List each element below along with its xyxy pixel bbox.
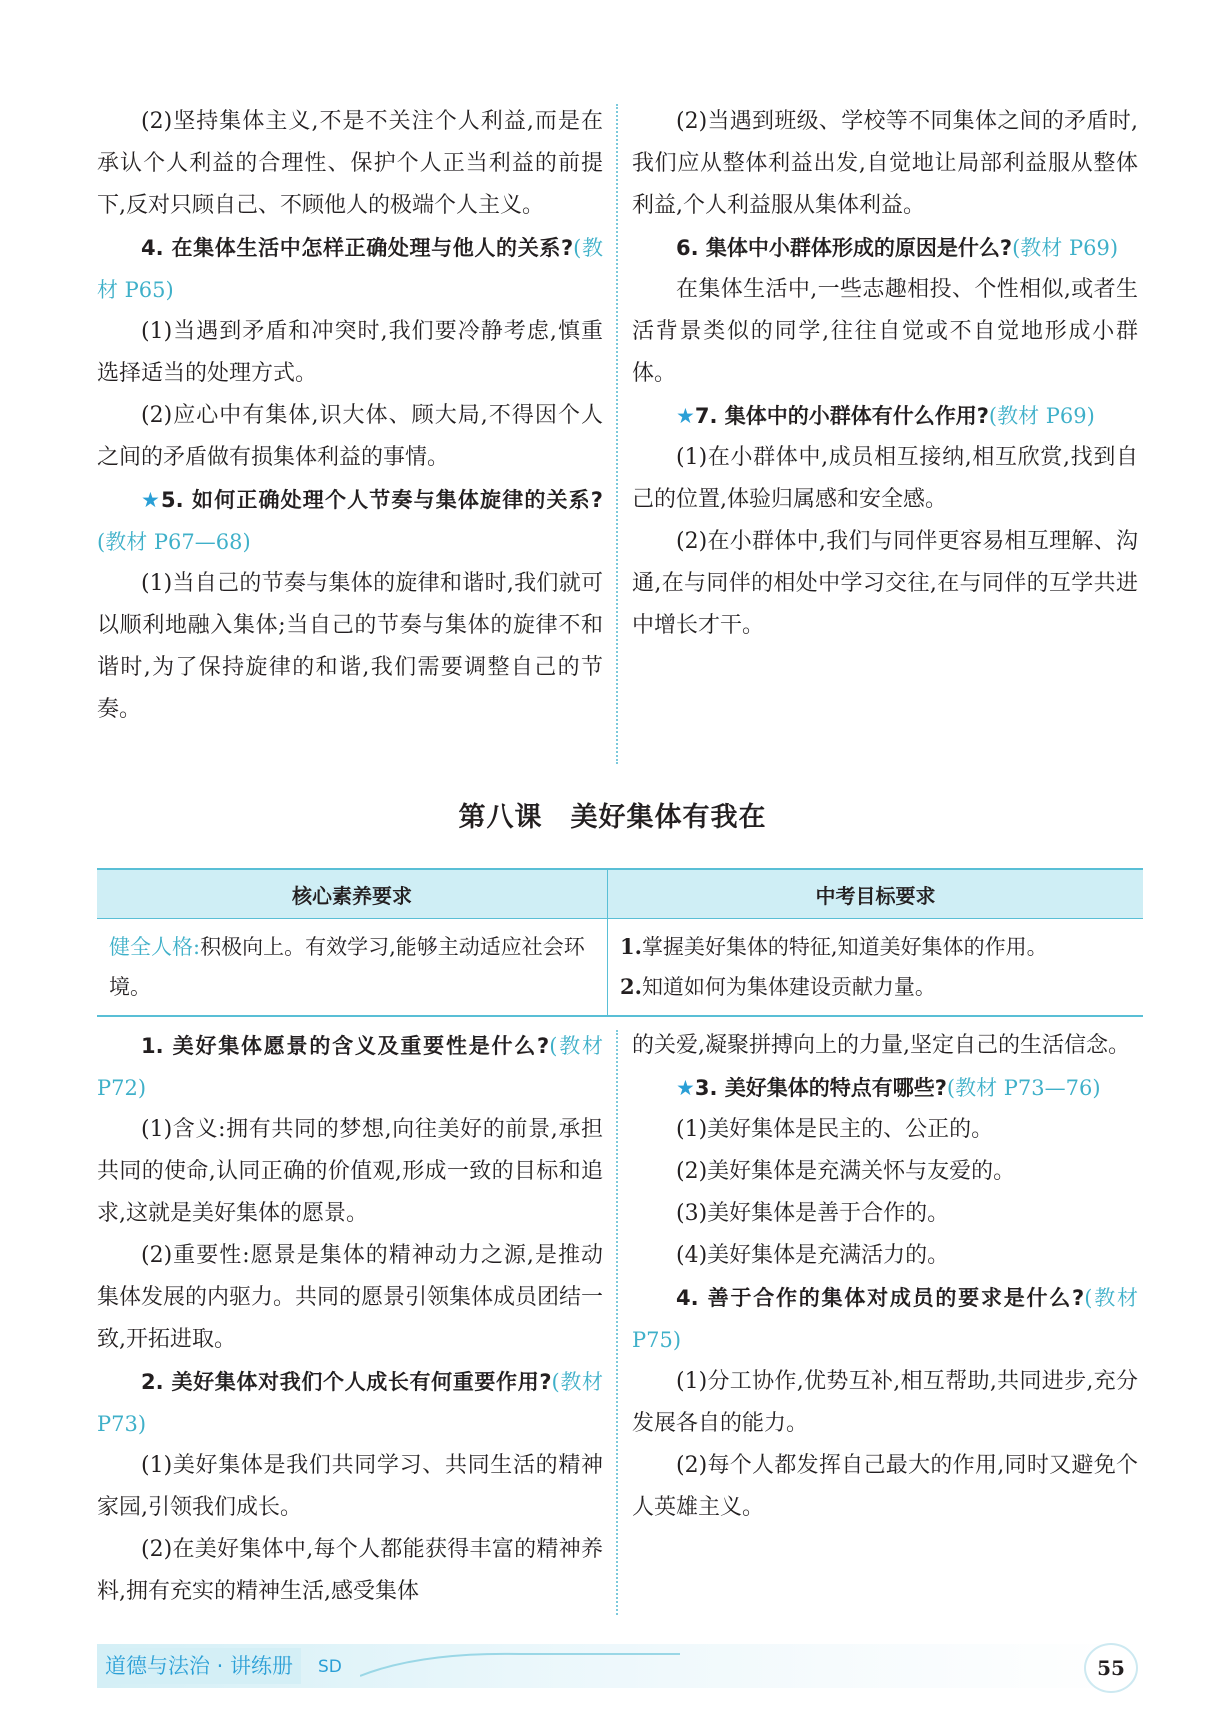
star-icon: ★ bbox=[676, 1076, 695, 1100]
lesson-number: 第八课 bbox=[458, 802, 543, 833]
requirements-table bbox=[97, 868, 1143, 1017]
answer-paragraph: (1)含义:拥有共同的梦想,向往美好的前景,承担共同的使命,认同正确的价值观,形成一致的目标和追求,这就是美好集体的愿景。 bbox=[97, 1117, 603, 1226]
lesson-title bbox=[0, 795, 1225, 834]
question-text: 2. 美好集体对我们个人成长有何重要作用? bbox=[141, 1370, 552, 1394]
answer-paragraph: (2)美好集体是充满关怀与友爱的。 bbox=[676, 1159, 1016, 1184]
textbook-reference: (教材 P72) bbox=[97, 1034, 603, 1100]
answer-paragraph: (3)美好集体是善于合作的。 bbox=[676, 1201, 950, 1226]
footer-edition: SD bbox=[318, 1657, 342, 1677]
core-literacy-cell bbox=[97, 919, 608, 1017]
question-text: 4. 在集体生活中怎样正确处理与他人的关系? bbox=[141, 236, 574, 260]
column-divider bbox=[616, 104, 618, 764]
question-heading bbox=[97, 1361, 603, 1445]
exam-goals-cell bbox=[608, 919, 1144, 1017]
question-heading bbox=[632, 1067, 1138, 1109]
answer-paragraph: (1)分工协作,优势互补,相互帮助,共同进步,充分发展各自的能力。 bbox=[632, 1369, 1138, 1436]
question-heading bbox=[632, 395, 1138, 437]
header-exam-goals: 中考目标要求 bbox=[608, 869, 1144, 919]
question-heading bbox=[632, 227, 1138, 269]
textbook-reference: (教材 P75) bbox=[632, 1286, 1138, 1352]
star-icon: ★ bbox=[141, 488, 161, 512]
answer-paragraph: (2)坚持集体主义,不是不关注个人利益,而是在承认个人利益的合理性、保护个人正当利益的前提下,反对只顾自己、不顾他人的极端个人主义。 bbox=[97, 109, 603, 218]
textbook-reference: (教材 P73—76) bbox=[946, 1076, 1101, 1100]
question-heading bbox=[97, 1025, 603, 1109]
exam-goal-item: 2.知道如何为集体建设贡献力量。 bbox=[620, 974, 936, 999]
table-row bbox=[97, 919, 1143, 1017]
question-heading bbox=[632, 1277, 1138, 1361]
core-literacy-label: 健全人格: bbox=[109, 935, 201, 959]
core-literacy-text: 积极向上。有效学习,能够主动适应社会环境。 bbox=[109, 935, 585, 999]
top-right-column bbox=[632, 101, 1138, 647]
textbook-reference: (教材 P67—68) bbox=[97, 530, 251, 554]
answer-paragraph: (2)在美好集体中,每个人都能获得丰富的精神养料,拥有充实的精神生活,感受集体 bbox=[97, 1537, 603, 1604]
star-icon: ★ bbox=[676, 404, 695, 428]
page-number: 55 bbox=[1084, 1643, 1138, 1693]
header-core-literacy: 核心素养要求 bbox=[97, 869, 608, 919]
answer-paragraph: (2)在小群体中,我们与同伴更容易相互理解、沟通,在与同伴的相处中学习交往,在与同伴的互学共进中增长才干。 bbox=[632, 529, 1138, 638]
question-text: 5. 如何正确处理个人节奏与集体旋律的关系? bbox=[160, 488, 603, 512]
question-heading bbox=[97, 479, 603, 563]
question-text: 1. 美好集体愿景的含义及重要性是什么? bbox=[141, 1034, 550, 1058]
answer-paragraph: (2)重要性:愿景是集体的精神动力之源,是推动集体发展的内驱力。共同的愿景引领集体成员团结一致,开拓进取。 bbox=[97, 1243, 604, 1352]
table-header-row bbox=[97, 869, 1143, 919]
answer-paragraph: 在集体生活中,一些志趣相投、个性相似,或者生活背景类似的同学,往往自觉或不自觉地形成小群体。 bbox=[632, 277, 1138, 386]
question-heading bbox=[97, 227, 603, 311]
textbook-reference: (教材 P69) bbox=[1012, 236, 1119, 260]
textbook-reference: (教材 P69) bbox=[988, 404, 1095, 428]
answer-paragraph: (1)美好集体是我们共同学习、共同生活的精神家园,引领我们成长。 bbox=[97, 1453, 603, 1520]
bottom-right-column bbox=[632, 1025, 1138, 1529]
question-text: 7. 集体中的小群体有什么作用? bbox=[694, 404, 989, 428]
question-text: 6. 集体中小群体形成的原因是什么? bbox=[676, 236, 1013, 260]
exam-goal-item: 1.掌握美好集体的特征,知道美好集体的作用。 bbox=[620, 934, 1048, 959]
column-divider bbox=[616, 1030, 618, 1615]
textbook-reference: (教材 P73) bbox=[97, 1370, 603, 1436]
answer-paragraph: (1)美好集体是民主的、公正的。 bbox=[676, 1117, 994, 1142]
question-text: 3. 美好集体的特点有哪些? bbox=[694, 1076, 947, 1100]
answer-paragraph: (4)美好集体是充满活力的。 bbox=[676, 1243, 950, 1268]
answer-paragraph: (2)应心中有集体,识大体、顾大局,不得因个人之间的矛盾做有损集体利益的事情。 bbox=[97, 403, 603, 470]
answer-paragraph: (2)当遇到班级、学校等不同集体之间的矛盾时,我们应从整体利益出发,自觉地让局部利益服从整体利益,个人利益服从集体利益。 bbox=[632, 109, 1138, 218]
answer-paragraph: (1)当遇到矛盾和冲突时,我们要冷静考虑,慎重选择适当的处理方式。 bbox=[97, 319, 603, 386]
lesson-name: 美好集体有我在 bbox=[570, 802, 767, 833]
footer-book-title: 道德与法治 · 讲练册 bbox=[97, 1648, 301, 1684]
question-text: 4. 善于合作的集体对成员的要求是什么? bbox=[676, 1286, 1085, 1310]
answer-paragraph: (2)每个人都发挥自己最大的作用,同时又避免个人英雄主义。 bbox=[632, 1453, 1138, 1520]
answer-paragraph: (1)在小群体中,成员相互接纳,相互欣赏,找到自己的位置,体验归属感和安全感。 bbox=[632, 445, 1138, 512]
top-left-column bbox=[97, 101, 603, 731]
footer-curve-decoration bbox=[360, 1646, 680, 1686]
answer-paragraph: 的关爱,凝聚拼搏向上的力量,坚定自己的生活信念。 bbox=[632, 1033, 1130, 1058]
textbook-reference: (教材 P65) bbox=[97, 236, 603, 302]
bottom-left-column bbox=[97, 1025, 603, 1613]
answer-paragraph: (1)当自己的节奏与集体的旋律和谐时,我们就可以顺利地融入集体;当自己的节奏与集体的旋律不和谐时,为了保持旋律的和谐,我们需要调整自己的节奏。 bbox=[97, 571, 603, 722]
